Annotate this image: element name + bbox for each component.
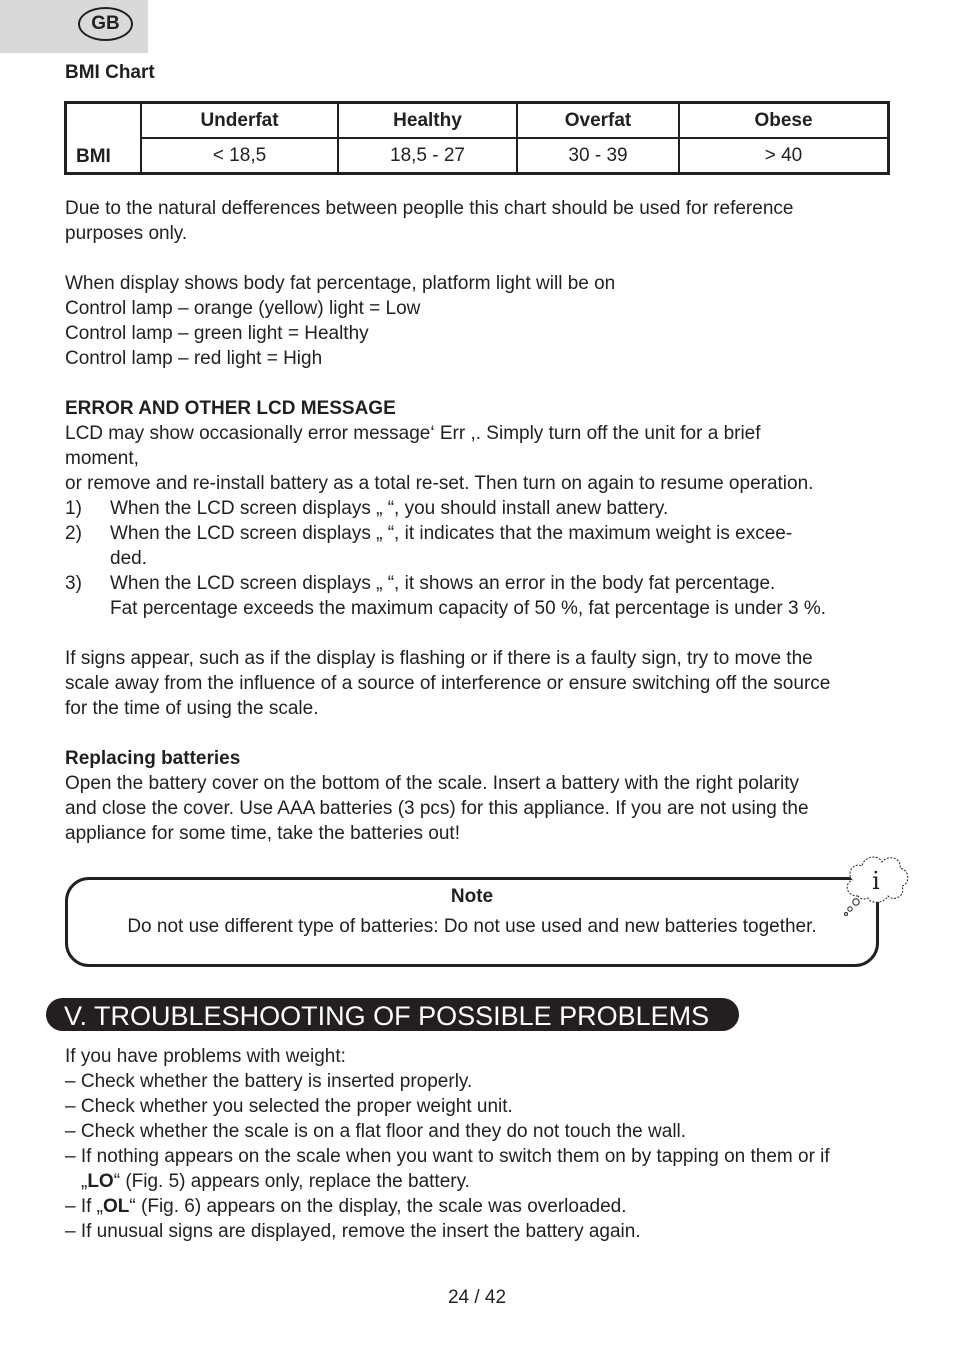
bmi-table-values-row [66, 138, 889, 174]
bmi-value-overfat: 30 - 39 [517, 138, 679, 174]
ol-suffix: “ (Fig. 6) appears on the display, the scale was overloaded. [129, 1196, 627, 1217]
error-item-text: Fat percentage exceeds the maximum capacity of 50 %, fat percentage is under 3 %. [110, 598, 827, 619]
error-item-text: When the LCD screen displays „ “, it indicates that the maximum weight is excee- [110, 523, 793, 544]
batteries-heading: Replacing batteries [65, 748, 241, 769]
error-item-number: 1) [65, 498, 82, 519]
troubleshooting-line: – If nothing appears on the scale when you want to switch them on by tapping on them or if [65, 1146, 830, 1167]
bmi-value-obese: > 40 [679, 138, 889, 174]
troubleshooting-line-lo [81, 1169, 470, 1194]
display-text-line: When display shows body fat percentage, platform light will be on [65, 273, 616, 294]
batteries-text-line: and close the cover. Use AAA batteries (3 pcs) for this appliance. If you are not using the [65, 798, 809, 819]
interference-text-line: for the time of using the scale. [65, 698, 319, 719]
batteries-text-line: Open the battery cover on the bottom of the scale. Insert a battery with the right polarity [65, 773, 800, 794]
error-item-text: ded. [110, 548, 147, 569]
troubleshooting-line-ol [65, 1194, 627, 1219]
troubleshooting-line: – Check whether you selected the proper weight unit. [65, 1096, 513, 1117]
reference-text-line: Due to the natural defferences between peoplle this chart should be used for reference [65, 198, 794, 219]
language-badge: GB [78, 7, 133, 41]
error-text-line: or remove and re-install battery as a total re-set. Then turn on again to resume operation. [65, 473, 814, 494]
interference-text-line: scale away from the influence of a source of interference or ensure switching off the source [65, 673, 831, 694]
display-text-line: Control lamp – orange (yellow) light = Low [65, 298, 421, 319]
section-title: V. TROUBLESHOOTING OF POSSIBLE PROBLEMS [64, 1001, 710, 1031]
info-cloud-icon [840, 852, 912, 918]
bmi-table-header-row [66, 103, 889, 139]
bmi-chart-title: BMI Chart [65, 62, 155, 83]
bmi-col-underfat: Underfat [141, 103, 338, 139]
lo-code: LO [87, 1171, 114, 1192]
bmi-col-healthy: Healthy [338, 103, 517, 139]
bmi-value-healthy: 18,5 - 27 [338, 138, 517, 174]
display-text-line: Control lamp – green light = Healthy [65, 323, 369, 344]
lo-prefix: „ [81, 1171, 88, 1192]
bmi-row-label: BMI [66, 103, 142, 174]
note-title: Note [450, 886, 494, 907]
page-number: 24 / 42 [447, 1287, 507, 1308]
bmi-col-obese: Obese [679, 103, 889, 139]
error-text-line: LCD may show occasionally error message‘ Err ,. Simply turn off the unit for a brief [65, 423, 761, 444]
bmi-col-overfat: Overfat [517, 103, 679, 139]
note-text: Do not use different type of batteries: Do not use used and new batteries together. [127, 916, 817, 937]
troubleshooting-line: – Check whether the battery is inserted properly. [65, 1071, 473, 1092]
ol-code: OL [103, 1196, 130, 1217]
display-text-line: Control lamp – red light = High [65, 348, 323, 369]
error-item-text: When the LCD screen displays „ “, it shows an error in the body fat percentage. [110, 573, 776, 594]
interference-text-line: If signs appear, such as if the display is flashing or if there is a faulty sign, try to move the [65, 648, 813, 669]
troubleshooting-line: – Check whether the scale is on a flat floor and they do not touch the wall. [65, 1121, 687, 1142]
troubleshooting-intro: If you have problems with weight: [65, 1046, 346, 1067]
error-item-text: When the LCD screen displays „ “, you should install anew battery. [110, 498, 669, 519]
error-section-heading: ERROR AND OTHER LCD MESSAGE [65, 398, 396, 419]
error-text-line: moment, [65, 448, 139, 469]
reference-text-line: purposes only. [65, 223, 188, 244]
error-item-number: 3) [65, 573, 82, 594]
troubleshooting-line: – If unusual signs are displayed, remove the insert the battery again. [65, 1221, 641, 1242]
info-letter: i [872, 867, 880, 895]
ol-prefix: – If „ [65, 1196, 104, 1217]
error-item-number: 2) [65, 523, 82, 544]
batteries-text-line: appliance for some time, take the batteries out! [65, 823, 460, 844]
bmi-value-underfat: < 18,5 [141, 138, 338, 174]
bmi-table [64, 101, 890, 175]
lo-suffix: “ (Fig. 5) appears only, replace the battery. [113, 1171, 470, 1192]
